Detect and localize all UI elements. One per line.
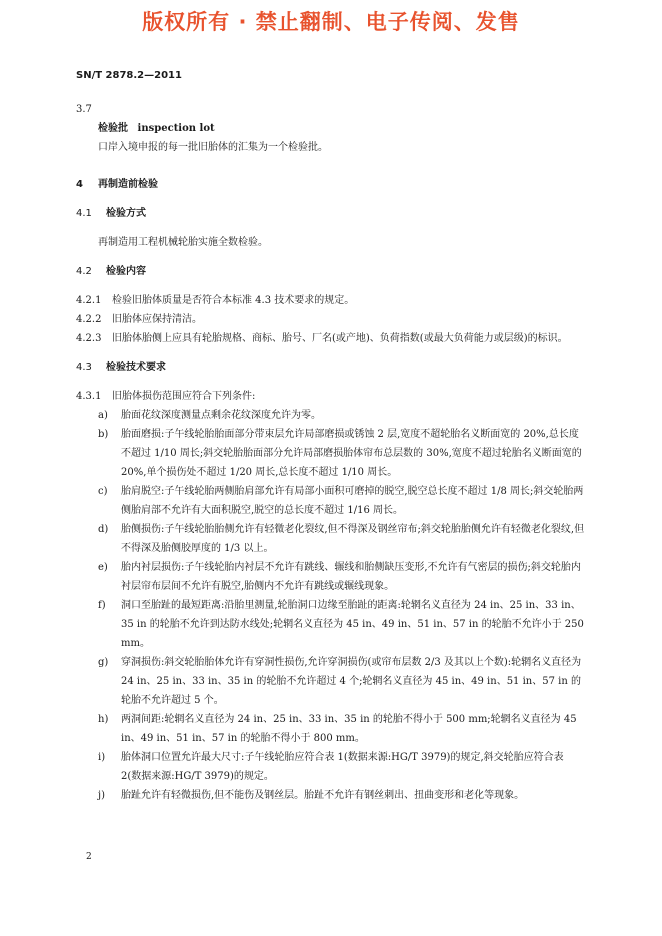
- list-item-text: 胎体洞口位置允许最大尺寸:子午线轮胎应符合表 1(数据来源:HG/T 3979)的规定,斜交轮胎应符合表 2(数据来源:HG/T 3979)的规定。: [121, 752, 564, 782]
- list-item-text: 两洞间距:轮辋名义直径为 24 in、25 in、33 in、35 in 的轮胎不得小于 500 mm;轮辋名义直径为 45 in、49 in、51 in、57 in 的轮胎不得小于 800 mm。: [121, 714, 577, 744]
- list-item-d: [76, 520, 586, 558]
- list-item-label: f): [98, 600, 106, 611]
- page-number: 2: [86, 852, 92, 862]
- section-4-3-title: 检验技术要求: [106, 362, 166, 373]
- section-4-3-heading: [76, 358, 586, 377]
- list-item-i: [76, 748, 586, 786]
- list-item-text: 胎内衬层损伤:子午线轮胎内衬层不允许有跳线、辗线和胎侧缺压变形,不允许有气密层的损伤;斜交轮胎内衬层帘布层间不允许有脱空,胎侧内不允许有跳线或辗线现象。: [121, 562, 581, 592]
- clause-number: 4.2.2: [76, 314, 102, 325]
- list-item-text: 胎面花纹深度测量点剩余花纹深度允许为零。: [121, 410, 321, 421]
- list-item-text: 胎肩脱空:子午线轮胎两侧胎肩部允许有局部小面积可磨掉的脱空,脱空总长度不超过 1/8 周长;斜交轮胎两侧胎肩部不允许有大面积脱空,脱空的总长度不超过 1/16 周长。: [121, 486, 584, 516]
- list-item-label: h): [98, 714, 109, 725]
- list-item-e: [76, 558, 586, 596]
- section-4-1-text: 再制造用工程机械轮胎实施全数检验。: [98, 237, 268, 248]
- list-item-c: [76, 482, 586, 520]
- clause-text: 旧胎体损伤范围应符合下列条件:: [112, 391, 256, 402]
- section-4-number: 4: [76, 179, 83, 190]
- list-item-g: [76, 653, 586, 710]
- list-item-h: [76, 710, 586, 748]
- list-item-f: [76, 596, 586, 653]
- list-item-b: [76, 425, 586, 482]
- section-4-1-heading: [76, 204, 586, 223]
- list-item-j: [76, 786, 586, 805]
- list-item-text: 洞口至胎趾的最短距离:沿胎里测量,轮胎洞口边缘至胎趾的距离:轮辋名义直径为 24 in、25 in、33 in、35 in 的轮胎不允许到达防水线处;轮辋名义直径为 45 in、49 in、51 in、57 in 的轮胎不允许小于 250 mm。: [121, 600, 584, 649]
- term-line: [76, 119, 586, 138]
- section-4-2-title: 检验内容: [106, 266, 146, 277]
- list-item-label: d): [98, 524, 109, 535]
- list-item-label: i): [98, 752, 106, 763]
- list-item-a: [76, 406, 586, 425]
- clause-text: 检验旧胎体质量是否符合本标准 4.3 技术要求的规定。: [112, 295, 355, 306]
- clause-4-3-1: [76, 387, 586, 406]
- section-3-7-number: 3.7: [76, 104, 92, 115]
- clause-text: 旧胎体胎侧上应具有轮胎规格、商标、胎号、厂名(或产地)、负荷指数(或最大负荷能力或层级)的标识。: [112, 333, 568, 344]
- section-4-heading: [76, 175, 586, 194]
- term-chinese: 检验批: [98, 123, 128, 134]
- section-3-7: [76, 100, 586, 157]
- section-4-2-heading: [76, 262, 586, 281]
- section-4-1-title: 检验方式: [106, 208, 146, 219]
- section-4-2-number: 4.2: [76, 266, 92, 277]
- standard-number: SN/T 2878.2—2011: [76, 70, 182, 81]
- list-item-text: 胎趾允许有轻微损伤,但不能伤及钢丝层。胎趾不允许有钢丝刺出、扭曲变形和老化等现象。: [121, 790, 525, 801]
- section-4-3-number: 4.3: [76, 362, 92, 373]
- list-item-label: g): [98, 657, 109, 668]
- clause-4-2-2: [76, 310, 586, 329]
- clause-text: 旧胎体应保持清洁。: [112, 314, 202, 325]
- list-item-label: b): [98, 429, 109, 440]
- term-english: inspection lot: [137, 123, 215, 134]
- list-item-label: j): [98, 790, 106, 801]
- list-item-label: c): [98, 486, 108, 497]
- list-item-text: 胎侧损伤:子午线轮胎胎侧允许有轻微老化裂纹,但不得深及钢丝帘布;斜交轮胎胎侧允许有轻微老化裂纹,但不得深及胎侧胶厚度的 1/3 以上。: [121, 524, 585, 554]
- clause-number: 4.2.1: [76, 295, 102, 306]
- list-item-label: e): [98, 562, 108, 573]
- section-4-1-number: 4.1: [76, 208, 92, 219]
- clause-number: 4.2.3: [76, 333, 102, 344]
- clause-4-2-3: [76, 329, 586, 348]
- list-item-text: 穿洞损伤:斜交轮胎胎体允许有穿洞性损伤,允许穿洞损伤(或帘布层数 2/3 及其以上个数):轮辋名义直径为 24 in、25 in、33 in、35 in 的轮胎不允许超过 4 个;轮辋名义直径为 45 in、49 in、51 in、57 in 的轮胎不允许超过 5 个。: [121, 657, 582, 706]
- clause-4-2-1: [76, 291, 586, 310]
- section-4-title: 再制造前检验: [98, 179, 158, 190]
- list-item-label: a): [98, 410, 108, 421]
- copyright-watermark: 版权所有 · 禁止翻制、电子传阅、发售: [142, 10, 520, 34]
- document-body: [76, 100, 586, 805]
- clause-number: 4.3.1: [76, 391, 102, 402]
- list-item-text: 胎面磨损:子午线轮胎胎面部分带束层允许局部磨损或锈蚀 2 层,宽度不超轮胎名义断面宽的 20%,总长度不超过 1/10 周长;斜交轮胎胎面部分允许局部磨损胎体帘布总层数的 30%,宽度不超过轮胎名义断面宽的 20%,单个损伤处不超过 1/20 周长,总长度不超过 1/10 周长。: [121, 429, 582, 478]
- term-definition: 口岸入境申报的每一批旧胎体的汇集为一个检验批。: [98, 142, 328, 153]
